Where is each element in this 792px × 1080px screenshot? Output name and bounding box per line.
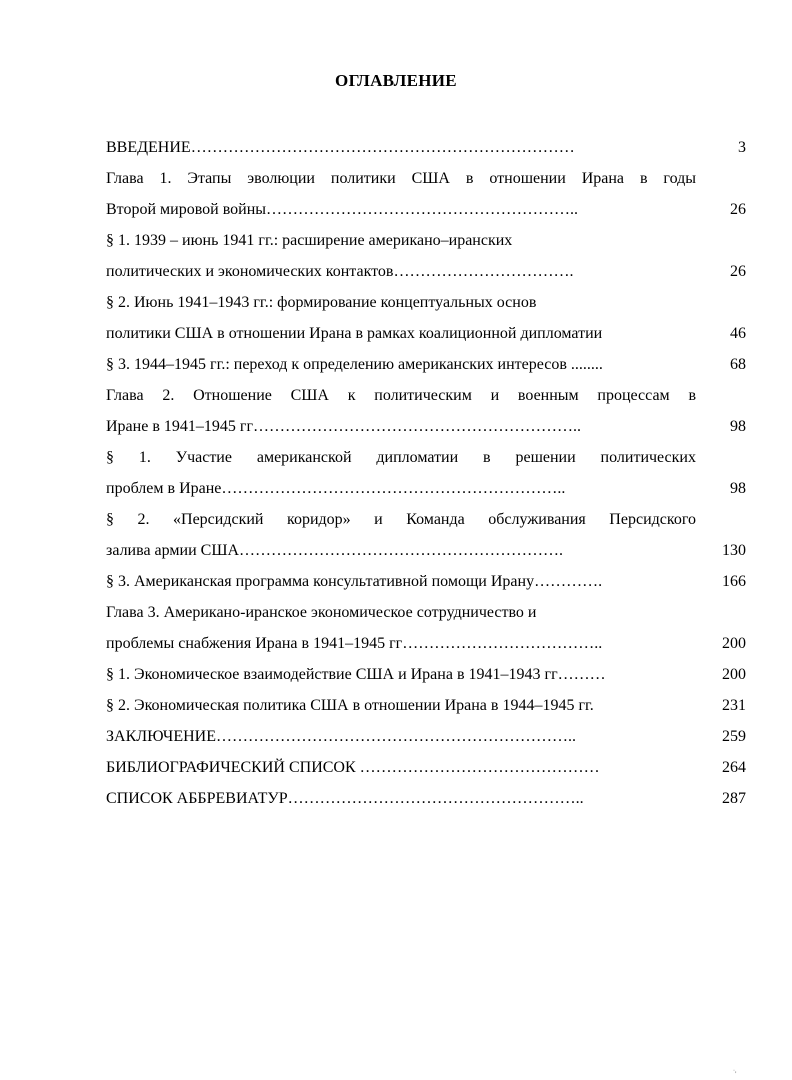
toc-entry-ch1-sec2-cont <box>106 318 746 349</box>
toc-entry-ch1-sec3 <box>106 349 746 380</box>
toc-entry-ch2-sec2 <box>106 504 746 535</box>
toc-page-number: 200 <box>722 666 746 683</box>
toc-entry-text: СПИСОК АББРЕВИАТУР……………………………………………….. <box>106 790 584 807</box>
toc-page-number: 166 <box>722 573 746 590</box>
toc-entry-ch3-sec2 <box>106 690 746 721</box>
toc-entry-chapter-2-cont <box>106 411 746 442</box>
toc-entry-chapter-1-cont <box>106 194 746 225</box>
toc-entry-text: § 2. Экономическая политика США в отношении Ирана в 1944–1945 гг. <box>106 697 594 714</box>
toc-entry-ch1-sec1 <box>106 225 746 256</box>
toc-page-number: 200 <box>722 635 746 652</box>
toc-entry-text: § 2. «Персидский коридор» и Команда обслуживания Персидского <box>106 511 696 528</box>
toc-entry-chapter-3-cont <box>106 628 746 659</box>
toc-entry-text: БИБЛИОГРАФИЧЕСКИЙ СПИСОК ……………………………………… <box>106 759 600 776</box>
toc-page-number: 231 <box>722 697 746 714</box>
toc-entry-ch2-sec1 <box>106 442 746 473</box>
toc-entry-text: § 1. 1939 – июнь 1941 гг.: расширение американо–иранских <box>106 232 513 249</box>
toc-page-number: 264 <box>722 759 746 776</box>
toc-page-number: 46 <box>730 325 746 342</box>
toc-entry-text: § 3. Американская программа консультативной помощи Ирану…………. <box>106 573 603 590</box>
toc-entry-ch2-sec2-cont <box>106 535 746 566</box>
toc-entry-text: § 1. Участие американской дипломатии в решении политических <box>106 449 696 466</box>
toc-heading: ОГЛАВЛЕНИЕ <box>335 71 457 90</box>
toc-page-number: 98 <box>730 418 746 435</box>
toc-entry-text: проблемы снабжения Ирана в 1941–1945 гг……………………………….. <box>106 635 603 652</box>
toc-entry-chapter-2 <box>106 380 746 411</box>
toc-entry-ch1-sec2 <box>106 287 746 318</box>
toc-entry-ch3-sec1 <box>106 659 746 690</box>
toc-entry-ch2-sec3 <box>106 566 746 597</box>
toc-entry-ch2-sec1-cont <box>106 473 746 504</box>
toc-page-number: 259 <box>722 728 746 745</box>
toc-page-number: 26 <box>730 263 746 280</box>
toc-entry-bibliography <box>106 752 746 783</box>
table-of-contents <box>106 132 746 814</box>
toc-entry-text: Глава 2. Отношение США к политическим и военным процессам в <box>106 387 696 404</box>
toc-entry-text: залива армии США……………………………………………………. <box>106 542 564 559</box>
toc-entry-text: § 2. Июнь 1941–1943 гг.: формирование концептуальных основ <box>106 294 537 311</box>
toc-entry-text: § 3. 1944–1945 гг.: переход к определению американских интересов ........ <box>106 356 603 373</box>
toc-page-number: 130 <box>722 542 746 559</box>
toc-entry-text: Глава 3. Американо-иранское экономическое сотрудничество и <box>106 604 537 621</box>
toc-entry-text: § 1. Экономическое взаимодействие США и Ирана в 1941–1943 гг……… <box>106 666 606 683</box>
toc-entry-text: политики США в отношении Ирана в рамках коалиционной дипломатии <box>106 325 603 342</box>
toc-entry-text: ЗАКЛЮЧЕНИЕ………………………………………………………….. <box>106 728 576 745</box>
toc-page-number: 68 <box>730 356 746 373</box>
toc-page-number: 3 <box>738 139 746 156</box>
toc-entry-text: политических и экономических контактов……………………………. <box>106 263 574 280</box>
toc-entry-abbreviations <box>106 783 746 814</box>
toc-page-number: 26 <box>730 201 746 218</box>
toc-entry-text: Глава 1. Этапы эволюции политики США в отношении Ирана в годы <box>106 170 696 187</box>
toc-entry-chapter-3 <box>106 597 746 628</box>
toc-page-number: 287 <box>722 790 746 807</box>
toc-entry-text: Второй мировой войны………………………………………………….. <box>106 201 579 218</box>
toc-entry-text: Иране в 1941–1945 гг…………………………………………………….. <box>106 418 581 435</box>
scan-artifact-mark: ·, <box>733 1068 737 1074</box>
toc-entry-ch1-sec1-cont <box>106 256 746 287</box>
toc-entry-introduction <box>106 132 746 163</box>
toc-entry-conclusion <box>106 721 746 752</box>
toc-entry-chapter-1 <box>106 163 746 194</box>
toc-entry-text: проблем в Иране……………………………………………………….. <box>106 480 566 497</box>
toc-page-number: 98 <box>730 480 746 497</box>
toc-entry-text: ВВЕДЕНИЕ……………………………………………………………… <box>106 139 575 156</box>
